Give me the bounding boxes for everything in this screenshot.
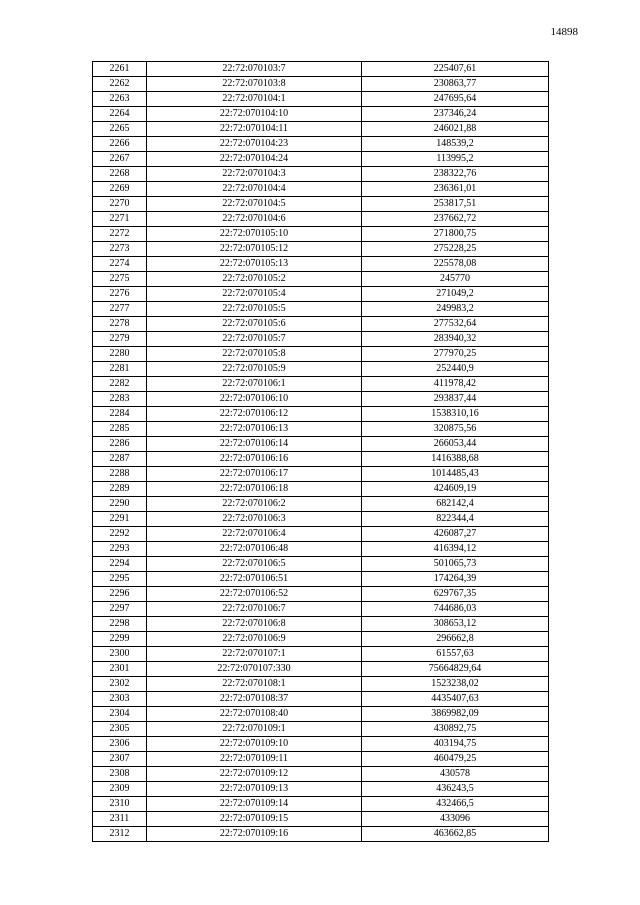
value-cell: 237662,72 <box>362 212 549 227</box>
cadastral-number-cell: 22:72:070109:13 <box>147 782 362 797</box>
table-row <box>93 812 549 827</box>
row-number-cell: 2268 <box>93 167 147 182</box>
cadastral-number-cell: 22:72:070104:11 <box>147 122 362 137</box>
row-number-cell: 2278 <box>93 317 147 332</box>
value-cell: 1538310,16 <box>362 407 549 422</box>
table-row <box>93 257 549 272</box>
cadastral-number-cell: 22:72:070106:51 <box>147 572 362 587</box>
table-row <box>93 362 549 377</box>
row-number-cell: 2261 <box>93 62 147 77</box>
value-cell: 266053,44 <box>362 437 549 452</box>
row-number-cell: 2279 <box>93 332 147 347</box>
table-row <box>93 182 549 197</box>
row-number-cell: 2283 <box>93 392 147 407</box>
value-cell: 433096 <box>362 812 549 827</box>
value-cell: 426087,27 <box>362 527 549 542</box>
value-cell: 247695,64 <box>362 92 549 107</box>
value-cell: 403194,75 <box>362 737 549 752</box>
value-cell: 253817,51 <box>362 197 549 212</box>
value-cell: 113995,2 <box>362 152 549 167</box>
cadastral-number-cell: 22:72:070106:16 <box>147 452 362 467</box>
table-row <box>93 167 549 182</box>
row-number-cell: 2266 <box>93 137 147 152</box>
cadastral-number-cell: 22:72:070106:12 <box>147 407 362 422</box>
value-cell: 225578,08 <box>362 257 549 272</box>
row-number-cell: 2285 <box>93 422 147 437</box>
table-row <box>93 377 549 392</box>
value-cell: 293837,44 <box>362 392 549 407</box>
value-cell: 629767,35 <box>362 587 549 602</box>
table-row <box>93 347 549 362</box>
table-row <box>93 467 549 482</box>
row-number-cell: 2280 <box>93 347 147 362</box>
row-number-cell: 2298 <box>93 617 147 632</box>
table-row <box>93 122 549 137</box>
value-cell: 1014485,43 <box>362 467 549 482</box>
cadastral-number-cell: 22:72:070108:37 <box>147 692 362 707</box>
value-cell: 236361,01 <box>362 182 549 197</box>
row-number-cell: 2293 <box>93 542 147 557</box>
value-cell: 432466,5 <box>362 797 549 812</box>
table-row <box>93 542 549 557</box>
cadastral-number-cell: 22:72:070103:8 <box>147 77 362 92</box>
value-cell: 436243,5 <box>362 782 549 797</box>
value-cell: 320875,56 <box>362 422 549 437</box>
row-number-cell: 2307 <box>93 752 147 767</box>
value-cell: 3869982,09 <box>362 707 549 722</box>
value-cell: 225407,61 <box>362 62 549 77</box>
row-number-cell: 2273 <box>93 242 147 257</box>
table-row <box>93 272 549 287</box>
value-cell: 237346,24 <box>362 107 549 122</box>
value-cell: 246021,88 <box>362 122 549 137</box>
value-cell: 682142,4 <box>362 497 549 512</box>
value-cell: 283940,32 <box>362 332 549 347</box>
table-row <box>93 407 549 422</box>
row-number-cell: 2264 <box>93 107 147 122</box>
table-row <box>93 62 549 77</box>
table-row <box>93 152 549 167</box>
row-number-cell: 2267 <box>93 152 147 167</box>
table-row <box>93 797 549 812</box>
cadastral-number-cell: 22:72:070105:9 <box>147 362 362 377</box>
table-row <box>93 767 549 782</box>
cadastral-number-cell: 22:72:070109:1 <box>147 722 362 737</box>
value-cell: 271049,2 <box>362 287 549 302</box>
value-cell: 245770 <box>362 272 549 287</box>
row-number-cell: 2289 <box>93 482 147 497</box>
value-cell: 277970,25 <box>362 347 549 362</box>
cadastral-number-cell: 22:72:070107:1 <box>147 647 362 662</box>
row-number-cell: 2295 <box>93 572 147 587</box>
cadastral-number-cell: 22:72:070104:3 <box>147 167 362 182</box>
cadastral-number-cell: 22:72:070106:8 <box>147 617 362 632</box>
row-number-cell: 2300 <box>93 647 147 662</box>
cadastral-number-cell: 22:72:070107:330 <box>147 662 362 677</box>
row-number-cell: 2290 <box>93 497 147 512</box>
table-row <box>93 497 549 512</box>
table-row <box>93 737 549 752</box>
row-number-cell: 2277 <box>93 302 147 317</box>
table-row <box>93 242 549 257</box>
table-row <box>93 692 549 707</box>
cadastral-number-cell: 22:72:070106:13 <box>147 422 362 437</box>
table-row <box>93 332 549 347</box>
table-row <box>93 302 549 317</box>
table-row <box>93 602 549 617</box>
row-number-cell: 2281 <box>93 362 147 377</box>
row-number-cell: 2275 <box>93 272 147 287</box>
cadastral-number-cell: 22:72:070104:10 <box>147 107 362 122</box>
table-row <box>93 77 549 92</box>
table-row <box>93 227 549 242</box>
row-number-cell: 2291 <box>93 512 147 527</box>
row-number-cell: 2312 <box>93 827 147 842</box>
value-cell: 238322,76 <box>362 167 549 182</box>
row-number-cell: 2304 <box>93 707 147 722</box>
table-row <box>93 827 549 842</box>
row-number-cell: 2308 <box>93 767 147 782</box>
cadastral-number-cell: 22:72:070104:6 <box>147 212 362 227</box>
table-row <box>93 557 549 572</box>
cadastral-number-cell: 22:72:070103:7 <box>147 62 362 77</box>
row-number-cell: 2265 <box>93 122 147 137</box>
cadastral-number-cell: 22:72:070106:14 <box>147 437 362 452</box>
value-cell: 1416388,68 <box>362 452 549 467</box>
row-number-cell: 2274 <box>93 257 147 272</box>
row-number-cell: 2288 <box>93 467 147 482</box>
value-cell: 61557,63 <box>362 647 549 662</box>
row-number-cell: 2270 <box>93 197 147 212</box>
table-row <box>93 137 549 152</box>
cadastral-number-cell: 22:72:070105:8 <box>147 347 362 362</box>
cadastral-number-cell: 22:72:070104:4 <box>147 182 362 197</box>
row-number-cell: 2294 <box>93 557 147 572</box>
cadastral-number-cell: 22:72:070109:16 <box>147 827 362 842</box>
cadastral-number-cell: 22:72:070106:3 <box>147 512 362 527</box>
cadastral-number-cell: 22:72:070104:5 <box>147 197 362 212</box>
table-row <box>93 392 549 407</box>
value-cell: 275228,25 <box>362 242 549 257</box>
cadastral-number-cell: 22:72:070109:11 <box>147 752 362 767</box>
cadastral-number-cell: 22:72:070106:1 <box>147 377 362 392</box>
row-number-cell: 2296 <box>93 587 147 602</box>
value-cell: 460479,25 <box>362 752 549 767</box>
value-cell: 75664829,64 <box>362 662 549 677</box>
cadastral-number-cell: 22:72:070106:48 <box>147 542 362 557</box>
value-cell: 416394,12 <box>362 542 549 557</box>
cadastral-number-cell: 22:72:070109:14 <box>147 797 362 812</box>
row-number-cell: 2309 <box>93 782 147 797</box>
row-number-cell: 2305 <box>93 722 147 737</box>
value-cell: 463662,85 <box>362 827 549 842</box>
value-cell: 1523238,02 <box>362 677 549 692</box>
table-row <box>93 677 549 692</box>
cadastral-number-cell: 22:72:070106:18 <box>147 482 362 497</box>
row-number-cell: 2310 <box>93 797 147 812</box>
value-cell: 277532,64 <box>362 317 549 332</box>
page-number: 14898 <box>550 26 578 38</box>
data-table <box>92 61 549 842</box>
row-number-cell: 2286 <box>93 437 147 452</box>
value-cell: 271800,75 <box>362 227 549 242</box>
table-row <box>93 197 549 212</box>
cadastral-number-cell: 22:72:070104:23 <box>147 137 362 152</box>
row-number-cell: 2287 <box>93 452 147 467</box>
table-row <box>93 782 549 797</box>
table-row <box>93 422 549 437</box>
value-cell: 501065,73 <box>362 557 549 572</box>
row-number-cell: 2263 <box>93 92 147 107</box>
table-row <box>93 452 549 467</box>
value-cell: 430892,75 <box>362 722 549 737</box>
value-cell: 424609,19 <box>362 482 549 497</box>
table-row <box>93 527 549 542</box>
row-number-cell: 2299 <box>93 632 147 647</box>
row-number-cell: 2311 <box>93 812 147 827</box>
cadastral-number-cell: 22:72:070105:5 <box>147 302 362 317</box>
cadastral-number-cell: 22:72:070105:12 <box>147 242 362 257</box>
table-row <box>93 752 549 767</box>
row-number-cell: 2301 <box>93 662 147 677</box>
table-row <box>93 647 549 662</box>
table-row <box>93 482 549 497</box>
cadastral-number-cell: 22:72:070106:10 <box>147 392 362 407</box>
value-cell: 822344,4 <box>362 512 549 527</box>
value-cell: 148539,2 <box>362 137 549 152</box>
value-cell: 430578 <box>362 767 549 782</box>
row-number-cell: 2282 <box>93 377 147 392</box>
cadastral-number-cell: 22:72:070106:9 <box>147 632 362 647</box>
value-cell: 296662,8 <box>362 632 549 647</box>
row-number-cell: 2276 <box>93 287 147 302</box>
table-row <box>93 707 549 722</box>
cadastral-number-cell: 22:72:070109:10 <box>147 737 362 752</box>
cadastral-number-cell: 22:72:070106:7 <box>147 602 362 617</box>
cadastral-number-cell: 22:72:070109:12 <box>147 767 362 782</box>
cadastral-number-cell: 22:72:070108:40 <box>147 707 362 722</box>
cadastral-number-cell: 22:72:070106:52 <box>147 587 362 602</box>
row-number-cell: 2292 <box>93 527 147 542</box>
cadastral-number-cell: 22:72:070109:15 <box>147 812 362 827</box>
row-number-cell: 2269 <box>93 182 147 197</box>
value-cell: 174264,39 <box>362 572 549 587</box>
value-cell: 249983,2 <box>362 302 549 317</box>
table-row <box>93 287 549 302</box>
cadastral-number-cell: 22:72:070106:2 <box>147 497 362 512</box>
value-cell: 252440,9 <box>362 362 549 377</box>
value-cell: 230863,77 <box>362 77 549 92</box>
value-cell: 4435407,63 <box>362 692 549 707</box>
row-number-cell: 2306 <box>93 737 147 752</box>
table-body <box>93 62 549 842</box>
table-row <box>93 512 549 527</box>
row-number-cell: 2284 <box>93 407 147 422</box>
cadastral-number-cell: 22:72:070105:6 <box>147 317 362 332</box>
table-row <box>93 437 549 452</box>
cadastral-number-cell: 22:72:070105:13 <box>147 257 362 272</box>
cadastral-number-cell: 22:72:070106:17 <box>147 467 362 482</box>
cadastral-number-cell: 22:72:070105:7 <box>147 332 362 347</box>
cadastral-number-cell: 22:72:070104:24 <box>147 152 362 167</box>
row-number-cell: 2272 <box>93 227 147 242</box>
cadastral-number-cell: 22:72:070106:4 <box>147 527 362 542</box>
cadastral-number-cell: 22:72:070106:5 <box>147 557 362 572</box>
row-number-cell: 2302 <box>93 677 147 692</box>
cadastral-number-cell: 22:72:070104:1 <box>147 92 362 107</box>
table-row <box>93 632 549 647</box>
row-number-cell: 2262 <box>93 77 147 92</box>
table-row <box>93 587 549 602</box>
table-row <box>93 572 549 587</box>
cadastral-number-cell: 22:72:070105:10 <box>147 227 362 242</box>
value-cell: 744686,03 <box>362 602 549 617</box>
table-row <box>93 617 549 632</box>
row-number-cell: 2297 <box>93 602 147 617</box>
table-row <box>93 107 549 122</box>
table-row <box>93 722 549 737</box>
cadastral-number-cell: 22:72:070105:4 <box>147 287 362 302</box>
value-cell: 411978,42 <box>362 377 549 392</box>
row-number-cell: 2303 <box>93 692 147 707</box>
cadastral-number-cell: 22:72:070105:2 <box>147 272 362 287</box>
value-cell: 308653,12 <box>362 617 549 632</box>
table-row <box>93 212 549 227</box>
table-row <box>93 92 549 107</box>
table-row <box>93 317 549 332</box>
row-number-cell: 2271 <box>93 212 147 227</box>
table-row <box>93 662 549 677</box>
cadastral-number-cell: 22:72:070108:1 <box>147 677 362 692</box>
